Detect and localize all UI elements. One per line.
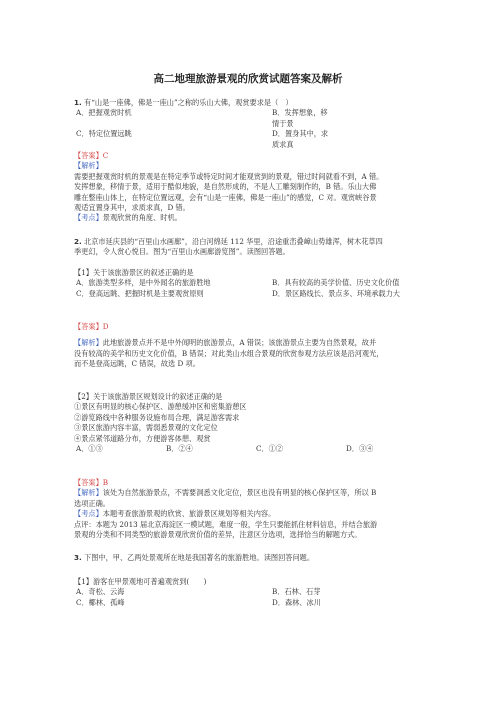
question-stem-cont: 季更幻，令人赏心悦目。图为“百里山水画廊游览图”。读图回答题。 [74, 247, 290, 257]
answer-tag: 【答案】 [74, 151, 103, 160]
point-text: 景观欣赏的角度、时机。 [102, 213, 182, 223]
option-a: A．把握观赏时机 [76, 108, 132, 118]
option-d: D．森林、冰川 [272, 597, 321, 607]
analysis-line: 需要把握观赏时机的景观是在特定季节或特定时间才能观赏到的景观，错过时间就看不到，A 错。 [74, 171, 384, 181]
analysis-line: 发挥想象，移情于景，适用于酷似地貌，是自然形成的，不是人工雕刻制作的，B 错。乐山大佛 [74, 182, 377, 192]
question-number: 1. [74, 98, 82, 107]
answer-block-2-1 [74, 322, 430, 370]
analysis-line: 雕在整座山体上，在特定位置远观，会有“山是一座佛，佛是一座山”的感觉，C 对。观赏峡谷景 [74, 192, 377, 202]
analysis-tag: 【解析】 [74, 161, 103, 171]
statement-1: ①景区有明显的核心保护区、游憩缓冲区和密集游憩区 [74, 402, 247, 412]
analysis-line: 此地旅游景点并不是中外闻明的旅游景点，A 错误；该旅游景点主要为自然景观，故并 [102, 338, 377, 348]
option-b: B．②④ [166, 444, 193, 454]
sub-question-2-1 [74, 268, 430, 299]
analysis-line: 没有较高的美学和历史文化价值，B 错误；对此类山水组合景观的欣赏参观方法应该是沿河观光， [74, 348, 384, 358]
answer-value: C [102, 151, 109, 160]
sub-stem: 【1】游客在甲景观地可普遍观赏到( ) [74, 577, 207, 586]
options [74, 587, 430, 608]
sub-stem: 【1】关于该旅游景区的叙述正确的是 [74, 268, 194, 277]
point-tag: 【考点】 [74, 213, 103, 223]
answer-value: D [102, 322, 109, 331]
question-stem: 北京市延庆县的“百里山水画廊”，沿白河绵延 112 华里，沿途重峦叠嶂山势雄浑，树木花草四 [84, 237, 383, 246]
statement-3: ③景区旅游内容丰富，需弱悉景观的文化定位 [74, 423, 218, 433]
answer-value: B [102, 478, 109, 487]
review-line: 景观的分类和不同类型的旅游景观欣赏价值的差异，注意区分选项，选择恰当的解题方式。 [74, 530, 362, 540]
question-number: 2. [74, 237, 82, 246]
option-a: A．①③ [76, 444, 103, 454]
answer-block-2-2 [74, 478, 430, 540]
options [74, 108, 430, 150]
option-b: B．石林、石芽 [272, 587, 321, 597]
analysis-line: 观适宜置身其中，求质求真，D 错。 [74, 203, 190, 213]
options [74, 278, 430, 299]
analysis-line: 选项正确。 [74, 498, 110, 508]
option-c: C．①② [256, 444, 284, 454]
option-c: C．椰林、孤峰 [76, 597, 125, 607]
options [74, 444, 430, 454]
review-line: 本题为 2013 届北京海淀区一模试题，难度一般，学生只要能抓住材料信息，并结合旅游 [95, 519, 378, 529]
sub-question-2-2 [74, 392, 430, 454]
option-a: A．旅游类型多样，是中外闻名的旅游胜地 [76, 278, 211, 288]
option-d: D．③④ [346, 444, 374, 454]
option-a: A．奇松、云海 [76, 587, 125, 597]
question-number: 3. [74, 553, 82, 562]
answer-tag: 【答案】 [74, 478, 103, 487]
question-2 [74, 237, 430, 258]
option-c: C．特定位置远眺 [76, 129, 132, 139]
question-stem: 下图中，甲、乙两处景观所在地是我国著名的旅游胜地。读图回答问题。 [84, 553, 315, 562]
page-title: 高二地理旅游景观的欣赏试题答案及解析 [153, 73, 343, 85]
question-stem: 有“山是一座佛，佛是一座山”之称的乐山大佛，观赏要求是（ ） [84, 98, 293, 107]
option-d: D．景区路线长、景点多、环境承载力大 [272, 288, 400, 298]
answer-block-1 [74, 151, 430, 224]
review-tag: 点评： [74, 519, 96, 529]
sub-stem: 【2】关于该旅游景区规划设计的叙述正确的是 [74, 392, 223, 401]
point-tag: 【考点】 [74, 509, 103, 519]
analysis-line: 而不是登高远眺，C 错误，故选 D 项。 [74, 359, 200, 369]
option-c: C．登高远眺、把握时机是主要观赏原则 [76, 288, 204, 298]
analysis-line: 该处为自然旅游景点，不需要洞悉文化定位，景区也没有明显的核心保护区等，所以 B [102, 488, 377, 498]
analysis-tag: 【解析】 [74, 338, 103, 348]
option-b: B．发挥想象，移情于景 [272, 108, 328, 128]
question-1 [74, 98, 430, 150]
statement-2: ②游览路线中各种服务设施布局合理，满足游客需求 [74, 412, 240, 422]
point-text: 本题考查旅游景观的欣赏、旅游景区规划等相关内容。 [102, 509, 276, 519]
analysis-tag: 【解析】 [74, 488, 103, 498]
option-b: B．具有较高的美学价值、历史文化价值 [272, 278, 400, 288]
option-d: D．置身其中，求质求真 [272, 129, 329, 149]
question-3 [74, 553, 430, 563]
sub-question-3-1 [74, 577, 430, 608]
statement-4: ④景点紧邻道路分布，方便游客体憩、观赏 [74, 433, 211, 443]
answer-tag: 【答案】 [74, 322, 103, 331]
